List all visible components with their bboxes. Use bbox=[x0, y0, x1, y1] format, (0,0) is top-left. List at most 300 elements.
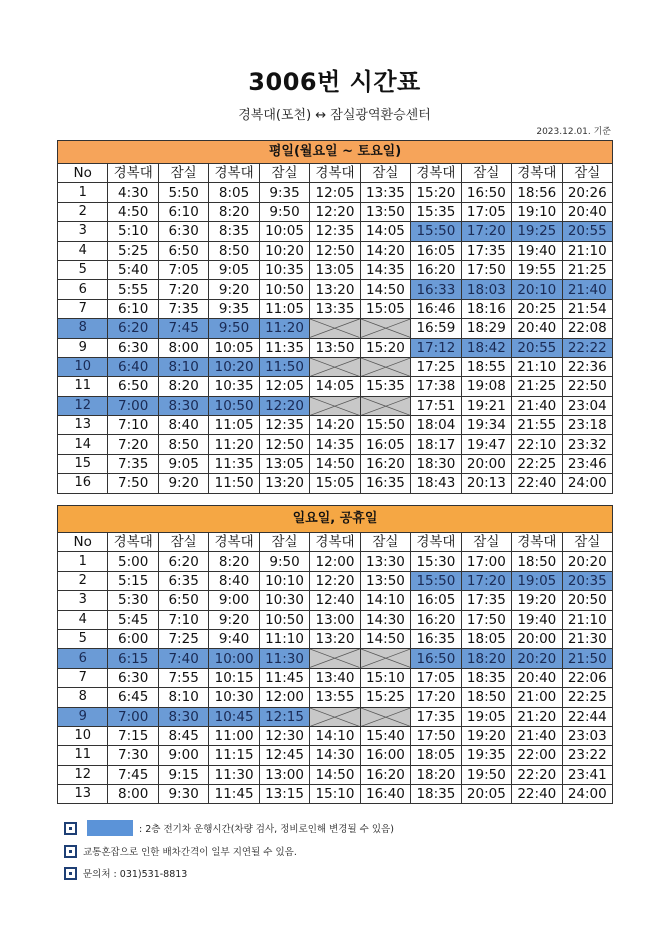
time-cell: 6:10 bbox=[158, 202, 208, 221]
time-cell: 4:30 bbox=[108, 183, 158, 202]
time-cell: 22:00 bbox=[512, 746, 562, 765]
time-cell: 16:05 bbox=[411, 591, 461, 610]
time-cell: 13:05 bbox=[310, 260, 360, 279]
table-row bbox=[58, 726, 613, 745]
time-cell: 23:46 bbox=[562, 454, 612, 473]
legend-delay bbox=[64, 844, 297, 858]
time-cell: 17:20 bbox=[411, 688, 461, 707]
time-cell: 21:10 bbox=[512, 357, 562, 376]
time-cell: 9:35 bbox=[259, 183, 309, 202]
time-cell: 8:50 bbox=[209, 241, 259, 260]
table-row bbox=[58, 474, 613, 493]
time-cell: 9:30 bbox=[158, 785, 208, 804]
time-cell: 7:10 bbox=[108, 416, 158, 435]
time-cell: 5:45 bbox=[108, 610, 158, 629]
time-cell: 6:50 bbox=[158, 241, 208, 260]
time-cell: 18:20 bbox=[461, 649, 511, 668]
bullet-icon bbox=[64, 845, 77, 858]
column-header: 경복대 bbox=[411, 533, 461, 552]
time-cell: 12:45 bbox=[259, 746, 309, 765]
time-cell: 6:30 bbox=[108, 668, 158, 687]
time-cell: 6:00 bbox=[108, 629, 158, 648]
time-cell: 16:20 bbox=[411, 260, 461, 279]
row-number: 5 bbox=[58, 260, 108, 279]
time-cell: 18:55 bbox=[461, 357, 511, 376]
time-cell: 21:55 bbox=[512, 416, 562, 435]
time-cell: 16:05 bbox=[360, 435, 410, 454]
cross-icon bbox=[361, 649, 410, 667]
time-cell: 20:40 bbox=[512, 668, 562, 687]
time-cell: 4:50 bbox=[108, 202, 158, 221]
table-heading: 평일(월요일 ~ 토요일) bbox=[58, 141, 613, 164]
time-cell: 22:10 bbox=[512, 435, 562, 454]
time-cell: 19:25 bbox=[512, 222, 562, 241]
table-row bbox=[58, 688, 613, 707]
time-cell: 11:05 bbox=[259, 299, 309, 318]
time-cell: 19:47 bbox=[461, 435, 511, 454]
time-cell: 10:35 bbox=[209, 377, 259, 396]
time-cell: 15:30 bbox=[411, 552, 461, 571]
time-cell: 13:50 bbox=[310, 338, 360, 357]
time-cell: 10:05 bbox=[209, 338, 259, 357]
time-cell: 21:40 bbox=[512, 396, 562, 415]
time-cell: 13:20 bbox=[310, 629, 360, 648]
table-row bbox=[58, 435, 613, 454]
time-cell: 11:50 bbox=[259, 357, 309, 376]
time-cell: 20:50 bbox=[562, 591, 612, 610]
no-service-cell bbox=[360, 649, 410, 668]
time-cell: 16:50 bbox=[411, 649, 461, 668]
time-cell: 8:45 bbox=[158, 726, 208, 745]
time-cell: 14:20 bbox=[360, 241, 410, 260]
time-cell: 22:25 bbox=[512, 454, 562, 473]
time-cell: 18:16 bbox=[461, 299, 511, 318]
time-cell: 11:35 bbox=[209, 454, 259, 473]
time-cell: 17:12 bbox=[411, 338, 461, 357]
time-cell: 11:30 bbox=[209, 765, 259, 784]
time-cell: 8:10 bbox=[158, 357, 208, 376]
time-cell: 12:50 bbox=[259, 435, 309, 454]
time-cell: 5:55 bbox=[108, 280, 158, 299]
time-cell: 18:04 bbox=[411, 416, 461, 435]
time-cell: 20:26 bbox=[562, 183, 612, 202]
time-cell: 20:05 bbox=[461, 785, 511, 804]
time-cell: 15:10 bbox=[310, 785, 360, 804]
table-row bbox=[58, 357, 613, 376]
time-cell: 23:03 bbox=[562, 726, 612, 745]
time-cell: 6:30 bbox=[108, 338, 158, 357]
table-row bbox=[58, 183, 613, 202]
time-cell: 14:05 bbox=[360, 222, 410, 241]
legend-contact bbox=[64, 866, 187, 880]
time-cell: 18:50 bbox=[461, 688, 511, 707]
time-cell: 17:35 bbox=[461, 241, 511, 260]
column-header: 경복대 bbox=[108, 164, 158, 183]
time-cell: 11:50 bbox=[209, 474, 259, 493]
time-cell: 19:35 bbox=[461, 746, 511, 765]
time-cell: 5:25 bbox=[108, 241, 158, 260]
time-cell: 17:00 bbox=[461, 552, 511, 571]
table-heading: 일요일, 공휴일 bbox=[58, 506, 613, 533]
time-cell: 7:00 bbox=[108, 396, 158, 415]
time-cell: 20:25 bbox=[512, 299, 562, 318]
row-number: 2 bbox=[58, 202, 108, 221]
time-cell: 6:35 bbox=[158, 571, 208, 590]
time-cell: 9:40 bbox=[209, 629, 259, 648]
time-cell: 12:05 bbox=[310, 183, 360, 202]
time-cell: 9:20 bbox=[209, 610, 259, 629]
time-cell: 6:40 bbox=[108, 357, 158, 376]
time-cell: 6:50 bbox=[158, 591, 208, 610]
row-number: 12 bbox=[58, 396, 108, 415]
table-row bbox=[58, 222, 613, 241]
table-row bbox=[58, 649, 613, 668]
time-cell: 7:10 bbox=[158, 610, 208, 629]
table-row bbox=[58, 571, 613, 590]
column-header: 잠실 bbox=[259, 164, 309, 183]
no-service-cell bbox=[310, 649, 360, 668]
cross-icon bbox=[361, 319, 410, 337]
highlight-swatch bbox=[87, 820, 133, 836]
time-cell: 19:08 bbox=[461, 377, 511, 396]
column-header: No bbox=[58, 533, 108, 552]
column-header: 잠실 bbox=[360, 164, 410, 183]
time-cell: 23:04 bbox=[562, 396, 612, 415]
time-cell: 17:20 bbox=[461, 222, 511, 241]
time-cell: 15:50 bbox=[360, 416, 410, 435]
cross-icon bbox=[361, 397, 410, 415]
time-cell: 15:50 bbox=[411, 222, 461, 241]
time-cell: 16:40 bbox=[360, 785, 410, 804]
time-cell: 10:50 bbox=[209, 396, 259, 415]
time-cell: 15:40 bbox=[360, 726, 410, 745]
row-number: 15 bbox=[58, 454, 108, 473]
time-cell: 16:33 bbox=[411, 280, 461, 299]
time-cell: 16:20 bbox=[360, 454, 410, 473]
time-cell: 13:55 bbox=[310, 688, 360, 707]
time-cell: 15:25 bbox=[360, 688, 410, 707]
time-cell: 21:10 bbox=[562, 610, 612, 629]
time-cell: 10:30 bbox=[209, 688, 259, 707]
table-row bbox=[58, 765, 613, 784]
time-cell: 8:00 bbox=[158, 338, 208, 357]
time-cell: 6:30 bbox=[158, 222, 208, 241]
time-cell: 16:20 bbox=[411, 610, 461, 629]
time-cell: 11:10 bbox=[259, 629, 309, 648]
time-cell: 8:10 bbox=[158, 688, 208, 707]
time-cell: 22:06 bbox=[562, 668, 612, 687]
time-cell: 8:50 bbox=[158, 435, 208, 454]
time-cell: 5:30 bbox=[108, 591, 158, 610]
time-cell: 14:30 bbox=[310, 746, 360, 765]
cross-icon bbox=[310, 708, 359, 726]
row-number: 6 bbox=[58, 649, 108, 668]
time-cell: 13:35 bbox=[310, 299, 360, 318]
time-cell: 10:20 bbox=[259, 241, 309, 260]
time-cell: 12:35 bbox=[310, 222, 360, 241]
legend-text: 문의처 : 031)531-8813 bbox=[83, 869, 188, 880]
time-cell: 7:05 bbox=[158, 260, 208, 279]
time-cell: 11:20 bbox=[209, 435, 259, 454]
table-row bbox=[58, 260, 613, 279]
time-cell: 14:10 bbox=[360, 591, 410, 610]
cross-icon bbox=[310, 319, 359, 337]
time-cell: 20:35 bbox=[562, 571, 612, 590]
time-cell: 11:15 bbox=[209, 746, 259, 765]
no-service-cell bbox=[310, 707, 360, 726]
time-cell: 10:30 bbox=[259, 591, 309, 610]
time-cell: 21:54 bbox=[562, 299, 612, 318]
time-cell: 15:10 bbox=[360, 668, 410, 687]
time-cell: 8:35 bbox=[209, 222, 259, 241]
route-subtitle: 경복대(포천) ↔ 잠실광역환승센터 bbox=[238, 108, 431, 123]
time-cell: 17:35 bbox=[461, 591, 511, 610]
column-header: 잠실 bbox=[461, 164, 511, 183]
time-cell: 20:55 bbox=[562, 222, 612, 241]
row-number: 5 bbox=[58, 629, 108, 648]
time-cell: 22:36 bbox=[562, 357, 612, 376]
row-number: 1 bbox=[58, 552, 108, 571]
time-cell: 7:30 bbox=[108, 746, 158, 765]
time-cell: 20:40 bbox=[512, 319, 562, 338]
time-cell: 23:22 bbox=[562, 746, 612, 765]
time-cell: 19:10 bbox=[512, 202, 562, 221]
time-cell: 5:50 bbox=[158, 183, 208, 202]
time-cell: 11:00 bbox=[209, 726, 259, 745]
time-cell: 11:30 bbox=[259, 649, 309, 668]
time-cell: 14:35 bbox=[310, 435, 360, 454]
time-cell: 17:50 bbox=[411, 726, 461, 745]
table-row bbox=[58, 668, 613, 687]
time-cell: 22:40 bbox=[512, 785, 562, 804]
time-cell: 13:20 bbox=[310, 280, 360, 299]
time-cell: 8:40 bbox=[209, 571, 259, 590]
cross-icon bbox=[361, 708, 410, 726]
time-cell: 10:20 bbox=[209, 357, 259, 376]
time-cell: 19:20 bbox=[461, 726, 511, 745]
row-number: 13 bbox=[58, 416, 108, 435]
time-cell: 16:46 bbox=[411, 299, 461, 318]
time-cell: 18:17 bbox=[411, 435, 461, 454]
time-cell: 9:05 bbox=[158, 454, 208, 473]
time-cell: 17:50 bbox=[461, 260, 511, 279]
time-cell: 14:10 bbox=[310, 726, 360, 745]
legend-text: : 2층 전기차 운행시간(차량 검사, 정비로인해 변경될 수 있음) bbox=[139, 824, 394, 835]
time-cell: 17:05 bbox=[461, 202, 511, 221]
time-cell: 13:50 bbox=[360, 571, 410, 590]
row-number: 4 bbox=[58, 241, 108, 260]
row-number: 7 bbox=[58, 668, 108, 687]
time-cell: 12:50 bbox=[310, 241, 360, 260]
row-number: 13 bbox=[58, 785, 108, 804]
time-cell: 18:35 bbox=[411, 785, 461, 804]
table-row bbox=[58, 707, 613, 726]
no-service-cell bbox=[360, 319, 410, 338]
row-number: 9 bbox=[58, 338, 108, 357]
time-cell: 20:55 bbox=[512, 338, 562, 357]
column-header: 잠실 bbox=[360, 533, 410, 552]
time-cell: 15:05 bbox=[310, 474, 360, 493]
time-cell: 16:00 bbox=[360, 746, 410, 765]
time-cell: 18:35 bbox=[461, 668, 511, 687]
time-cell: 15:20 bbox=[360, 338, 410, 357]
time-cell: 19:55 bbox=[512, 260, 562, 279]
time-cell: 7:25 bbox=[158, 629, 208, 648]
row-number: 12 bbox=[58, 765, 108, 784]
time-cell: 17:50 bbox=[461, 610, 511, 629]
table-row bbox=[58, 785, 613, 804]
time-cell: 22:25 bbox=[562, 688, 612, 707]
time-cell: 19:40 bbox=[512, 241, 562, 260]
weekend-timetable bbox=[57, 505, 613, 804]
time-cell: 20:10 bbox=[512, 280, 562, 299]
time-cell: 5:40 bbox=[108, 260, 158, 279]
column-header: 경복대 bbox=[209, 164, 259, 183]
time-cell: 12:05 bbox=[259, 377, 309, 396]
time-cell: 7:00 bbox=[108, 707, 158, 726]
time-cell: 21:00 bbox=[512, 688, 562, 707]
time-cell: 22:50 bbox=[562, 377, 612, 396]
cross-icon bbox=[310, 397, 359, 415]
time-cell: 9:50 bbox=[259, 552, 309, 571]
table-row bbox=[58, 396, 613, 415]
time-cell: 13:30 bbox=[360, 552, 410, 571]
no-service-cell bbox=[360, 707, 410, 726]
time-cell: 9:05 bbox=[209, 260, 259, 279]
time-cell: 14:50 bbox=[360, 629, 410, 648]
time-cell: 20:00 bbox=[512, 629, 562, 648]
time-cell: 22:44 bbox=[562, 707, 612, 726]
row-number: 2 bbox=[58, 571, 108, 590]
time-cell: 6:45 bbox=[108, 688, 158, 707]
time-cell: 10:05 bbox=[259, 222, 309, 241]
column-header: 잠실 bbox=[562, 533, 612, 552]
no-service-cell bbox=[310, 357, 360, 376]
table-row bbox=[58, 746, 613, 765]
effective-date: 2023.12.01. 기준 bbox=[536, 127, 611, 137]
time-cell: 7:55 bbox=[158, 668, 208, 687]
column-header: 잠실 bbox=[562, 164, 612, 183]
time-cell: 18:50 bbox=[512, 552, 562, 571]
time-cell: 14:05 bbox=[310, 377, 360, 396]
time-cell: 15:35 bbox=[360, 377, 410, 396]
time-cell: 20:20 bbox=[562, 552, 612, 571]
time-cell: 11:20 bbox=[259, 319, 309, 338]
time-cell: 17:51 bbox=[411, 396, 461, 415]
time-cell: 16:35 bbox=[360, 474, 410, 493]
column-header: 경복대 bbox=[108, 533, 158, 552]
row-number: 7 bbox=[58, 299, 108, 318]
row-number: 8 bbox=[58, 319, 108, 338]
time-cell: 20:40 bbox=[562, 202, 612, 221]
time-cell: 12:40 bbox=[310, 591, 360, 610]
row-number: 4 bbox=[58, 610, 108, 629]
time-cell: 22:22 bbox=[562, 338, 612, 357]
time-cell: 6:20 bbox=[108, 319, 158, 338]
time-cell: 15:20 bbox=[411, 183, 461, 202]
table-row bbox=[58, 610, 613, 629]
time-cell: 15:50 bbox=[411, 571, 461, 590]
time-cell: 7:45 bbox=[158, 319, 208, 338]
time-cell: 24:00 bbox=[562, 785, 612, 804]
row-number: 8 bbox=[58, 688, 108, 707]
row-number: 11 bbox=[58, 377, 108, 396]
row-number: 16 bbox=[58, 474, 108, 493]
time-cell: 12:35 bbox=[259, 416, 309, 435]
time-cell: 18:03 bbox=[461, 280, 511, 299]
time-cell: 8:20 bbox=[158, 377, 208, 396]
time-cell: 6:15 bbox=[108, 649, 158, 668]
no-service-cell bbox=[360, 396, 410, 415]
time-cell: 22:08 bbox=[562, 319, 612, 338]
no-service-cell bbox=[360, 357, 410, 376]
time-cell: 21:10 bbox=[562, 241, 612, 260]
time-cell: 23:32 bbox=[562, 435, 612, 454]
time-cell: 6:20 bbox=[158, 552, 208, 571]
time-cell: 11:45 bbox=[259, 668, 309, 687]
column-header: 경복대 bbox=[209, 533, 259, 552]
time-cell: 17:38 bbox=[411, 377, 461, 396]
time-cell: 13:00 bbox=[310, 610, 360, 629]
column-header: 잠실 bbox=[461, 533, 511, 552]
time-cell: 9:50 bbox=[259, 202, 309, 221]
table-row bbox=[58, 299, 613, 318]
time-cell: 10:35 bbox=[259, 260, 309, 279]
cross-icon bbox=[361, 358, 410, 376]
time-cell: 21:25 bbox=[562, 260, 612, 279]
time-cell: 12:20 bbox=[259, 396, 309, 415]
time-cell: 13:00 bbox=[259, 765, 309, 784]
time-cell: 10:00 bbox=[209, 649, 259, 668]
time-cell: 7:20 bbox=[108, 435, 158, 454]
row-number: 10 bbox=[58, 726, 108, 745]
time-cell: 18:56 bbox=[512, 183, 562, 202]
row-number: 3 bbox=[58, 222, 108, 241]
time-cell: 18:05 bbox=[411, 746, 461, 765]
time-cell: 16:50 bbox=[461, 183, 511, 202]
no-service-cell bbox=[310, 319, 360, 338]
time-cell: 8:30 bbox=[158, 396, 208, 415]
table-row bbox=[58, 202, 613, 221]
row-number: 9 bbox=[58, 707, 108, 726]
table-row bbox=[58, 338, 613, 357]
time-cell: 8:20 bbox=[209, 202, 259, 221]
time-cell: 18:05 bbox=[461, 629, 511, 648]
time-cell: 10:50 bbox=[259, 610, 309, 629]
time-cell: 6:10 bbox=[108, 299, 158, 318]
time-cell: 7:45 bbox=[108, 765, 158, 784]
row-number: 11 bbox=[58, 746, 108, 765]
column-header: 경복대 bbox=[310, 164, 360, 183]
time-cell: 19:21 bbox=[461, 396, 511, 415]
time-cell: 21:40 bbox=[512, 726, 562, 745]
time-cell: 14:35 bbox=[360, 260, 410, 279]
time-cell: 19:05 bbox=[461, 707, 511, 726]
time-cell: 19:40 bbox=[512, 610, 562, 629]
table-row bbox=[58, 454, 613, 473]
time-cell: 23:18 bbox=[562, 416, 612, 435]
time-cell: 10:10 bbox=[259, 571, 309, 590]
time-cell: 5:00 bbox=[108, 552, 158, 571]
time-cell: 12:30 bbox=[259, 726, 309, 745]
time-cell: 12:00 bbox=[259, 688, 309, 707]
row-number: 1 bbox=[58, 183, 108, 202]
time-cell: 13:50 bbox=[360, 202, 410, 221]
time-cell: 14:50 bbox=[310, 765, 360, 784]
time-cell: 13:20 bbox=[259, 474, 309, 493]
column-header: 잠실 bbox=[158, 164, 208, 183]
column-header: 잠실 bbox=[259, 533, 309, 552]
